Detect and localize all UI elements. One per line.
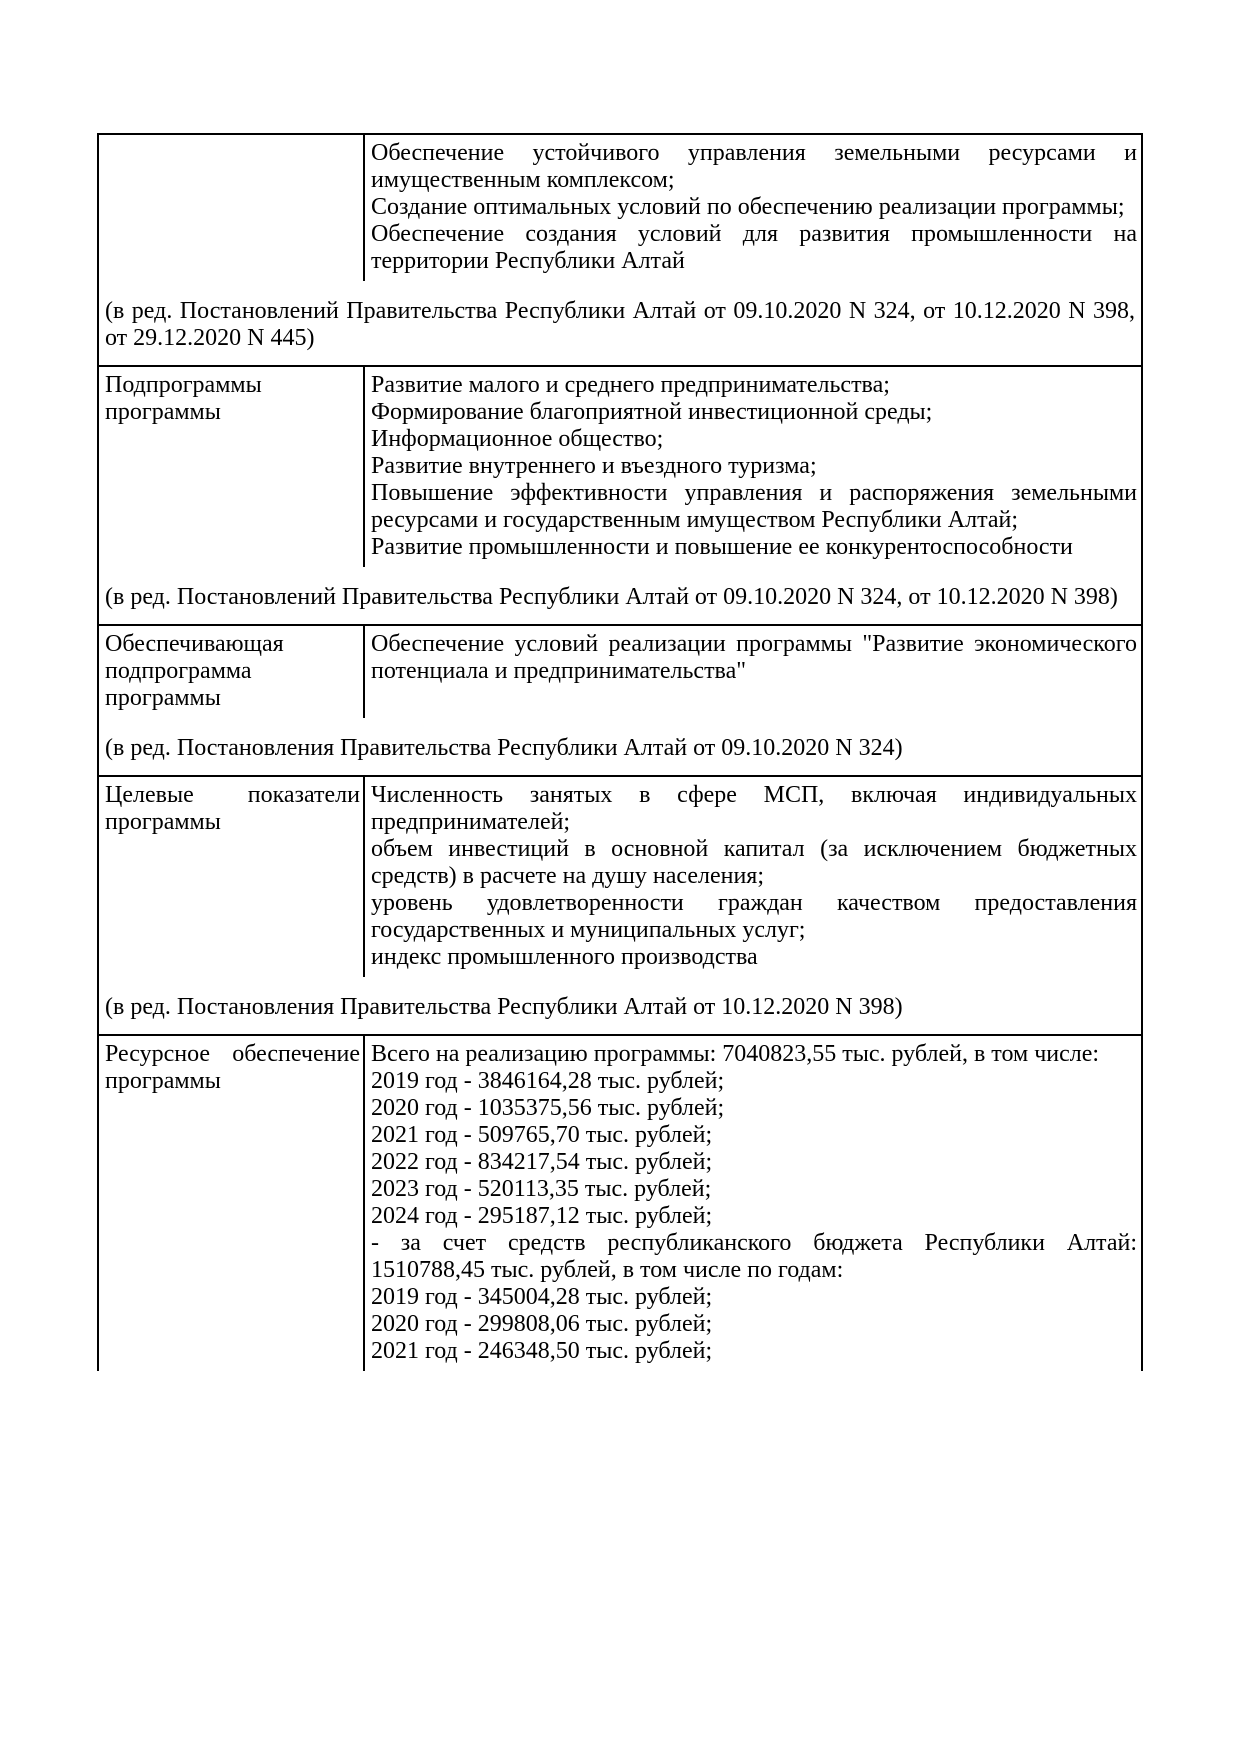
content-paragraph: 2020 год - 299808,06 тыс. рублей; [371, 1311, 713, 1337]
content-paragraph: уровень удовлетворенности граждан качеством предоставления государственных и муниципальных услуг; [371, 890, 1137, 943]
content-cell [365, 367, 1141, 567]
label-cell [99, 1036, 365, 1371]
content-paragraph: Повышение эффективности управления и распоряжения земельными ресурсами и государственным имуществом Республики Алтай; [371, 480, 1137, 533]
content-paragraph: 2024 год - 295187,12 тыс. рублей; [371, 1203, 713, 1229]
label-text: Ресурсное обеспечение программы [105, 1041, 360, 1094]
content-paragraph: Обеспечение условий реализации программы "Развитие экономического потенциала и предпринимательства" [371, 631, 1137, 684]
content-paragraph: Информационное общество; [371, 426, 664, 452]
content-cell [365, 1036, 1141, 1371]
content-paragraph: 2023 год - 520113,35 тыс. рублей; [371, 1176, 712, 1202]
table-row [99, 1036, 1141, 1371]
label-cell [99, 367, 365, 567]
content-paragraph: 2021 год - 246348,50 тыс. рублей; [371, 1338, 713, 1364]
label-cell [99, 777, 365, 977]
content-paragraph: Численность занятых в сфере МСП, включая индивидуальных предпринимателей; [371, 782, 1137, 835]
table-row [99, 777, 1141, 977]
content-paragraph: Всего на реализацию программы: 7040823,55 тыс. рублей, в том числе: [371, 1041, 1100, 1067]
table-row [99, 626, 1141, 718]
table-block-target-indicators [99, 777, 1141, 1036]
table-row [99, 135, 1141, 281]
amendment-note: (в ред. Постановлений Правительства Республики Алтай от 09.10.2020 N 324, от 10.12.2020 N 398, от 29.12.2020 N 445) [105, 298, 1135, 351]
content-paragraph: Обеспечение устойчивого управления земельными ресурсами и имущественным комплексом; [371, 140, 1137, 193]
content-paragraph: 2021 год - 509765,70 тыс. рублей; [371, 1122, 713, 1148]
amendment-note: (в ред. Постановления Правительства Республики Алтай от 09.10.2020 N 324) [105, 735, 903, 761]
label-cell [99, 626, 365, 718]
content-paragraph: 2020 год - 1035375,56 тыс. рублей; [371, 1095, 725, 1121]
content-paragraph: объем инвестиций в основной капитал (за исключением бюджетных средств) в расчете на душу населения; [371, 836, 1137, 889]
amendment-note: (в ред. Постановления Правительства Республики Алтай от 10.12.2020 N 398) [105, 994, 903, 1020]
content-paragraph: Формирование благоприятной инвестиционной среды; [371, 399, 933, 425]
table-block-goals-continued [99, 135, 1141, 367]
table-block-resources [99, 1036, 1141, 1371]
label-cell [99, 135, 365, 281]
label-text: Подпрограммы программы [105, 372, 262, 425]
content-paragraph: 2019 год - 345004,28 тыс. рублей; [371, 1284, 713, 1310]
table-block-supporting-subprogram [99, 626, 1141, 777]
amendment-note: (в ред. Постановлений Правительства Республики Алтай от 09.10.2020 N 324, от 10.12.2020 N 398) [105, 584, 1118, 610]
content-cell [365, 626, 1141, 718]
content-paragraph: индекс промышленного производства [371, 944, 758, 970]
content-paragraph: Развитие внутреннего и въездного туризма; [371, 453, 817, 479]
content-paragraph: 2019 год - 3846164,28 тыс. рублей; [371, 1068, 725, 1094]
content-cell [365, 135, 1141, 281]
program-passport-table [97, 133, 1143, 1371]
table-block-subprograms [99, 367, 1141, 626]
table-row [99, 367, 1141, 567]
label-text: Обеспечивающая подпрограмма программы [105, 631, 284, 711]
content-paragraph: Обеспечение создания условий для развития промышленности на территории Республики Алтай [371, 221, 1137, 274]
content-paragraph: Создание оптимальных условий по обеспечению реализации программы; [371, 194, 1125, 220]
content-cell [365, 777, 1141, 977]
content-paragraph: 2022 год - 834217,54 тыс. рублей; [371, 1149, 713, 1175]
content-paragraph: Развитие промышленности и повышение ее конкурентоспособности [371, 534, 1073, 560]
label-text: Целевые показатели программы [105, 782, 360, 835]
content-paragraph: - за счет средств республиканского бюджета Республики Алтай: 1510788,45 тыс. рублей, в том числе по годам: [371, 1230, 1137, 1283]
content-paragraph: Развитие малого и среднего предпринимательства; [371, 372, 890, 398]
